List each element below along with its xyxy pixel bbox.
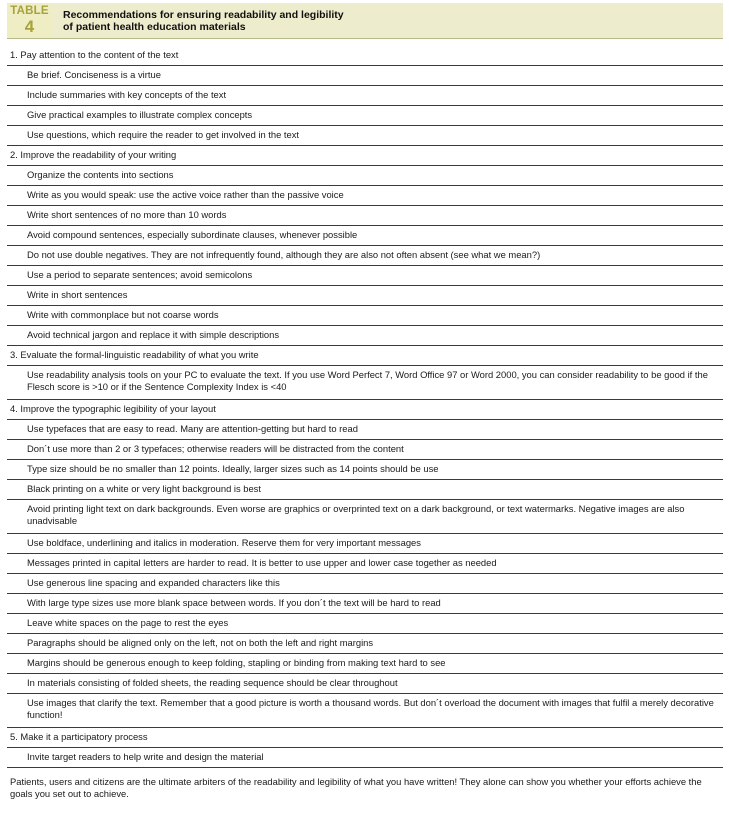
recommendation-row: [7, 366, 723, 400]
recommendation-row: [7, 440, 723, 460]
table-header: [7, 3, 723, 39]
recommendation-row: [7, 480, 723, 500]
recommendation-text: Black printing on a white or very light background is best: [27, 483, 261, 494]
recommendation-text: Avoid compound sentences, especially subordinate clauses, whenever possible: [27, 229, 358, 240]
recommendation-text: Write as you would speak: use the active voice rather than the passive voice: [27, 189, 344, 200]
table-body: [7, 46, 723, 768]
recommendation-row: [7, 226, 723, 246]
recommendation-text: Type size should be no smaller than 12 points. Ideally, larger sizes such as 14 points should be use: [27, 463, 439, 474]
recommendation-text: Leave white spaces on the page to rest the eyes: [27, 617, 229, 628]
section-heading-row: [7, 400, 723, 420]
recommendation-text: Write short sentences of no more than 10 words: [27, 209, 227, 220]
recommendation-text: Avoid technical jargon and replace it with simple descriptions: [27, 329, 280, 340]
recommendation-row: [7, 266, 723, 286]
table-tag: [7, 3, 52, 38]
recommendation-row: [7, 106, 723, 126]
recommendation-text: Be brief. Conciseness is a virtue: [27, 69, 161, 80]
recommendation-text: Use readability analysis tools on your PC to evaluate the text. If you use Word Perfect 7, Word Office 97 or Word 2000, you can consider readability to be good if the Flesch score is >10 or if the Sentence Complexity Index is <40: [27, 369, 708, 392]
recommendation-text: Messages printed in capital letters are harder to read. It is better to use upper and lower case together as needed: [27, 557, 497, 568]
recommendation-row: [7, 86, 723, 106]
table-title-line1: Recommendations for ensuring readability and legibility: [63, 9, 344, 21]
table-tag-label: TABLE: [10, 5, 49, 17]
recommendation-row: [7, 654, 723, 674]
section-heading-text: 5. Make it a participatory process: [10, 731, 148, 742]
section-heading-row: [7, 728, 723, 748]
recommendation-row: [7, 326, 723, 346]
recommendation-row: [7, 66, 723, 86]
recommendation-row: [7, 500, 723, 534]
table-tag-number: 4: [24, 16, 35, 36]
recommendation-row: [7, 748, 723, 768]
recommendation-text: Use typefaces that are easy to read. Many are attention-getting but hard to read: [27, 423, 358, 434]
section-heading-text: 3. Evaluate the formal-linguistic readability of what you write: [10, 349, 259, 360]
table-title: [52, 3, 723, 38]
recommendation-text: Use boldface, underlining and italics in moderation. Reserve them for very important messages: [27, 537, 421, 548]
recommendation-row: [7, 246, 723, 266]
section-heading-row: [7, 46, 723, 66]
recommendation-text: Invite target readers to help write and design the material: [27, 751, 264, 762]
recommendation-row: [7, 594, 723, 614]
recommendations-table: [7, 3, 723, 800]
recommendation-row: [7, 420, 723, 440]
recommendation-text: Give practical examples to illustrate complex concepts: [27, 109, 253, 120]
recommendation-row: [7, 306, 723, 326]
recommendation-row: [7, 634, 723, 654]
recommendation-text: Write in short sentences: [27, 289, 128, 300]
recommendation-text: Don´t use more than 2 or 3 typefaces; otherwise readers will be distracted from the content: [27, 443, 404, 454]
recommendation-text: Do not use double negatives. They are not infrequently found, although they are also not often absent (see what we mean?): [27, 249, 541, 260]
recommendation-text: Use images that clarify the text. Remember that a good picture is worth a thousand words. But don´t overload the document with images that fulfil a merely decorative function!: [27, 697, 714, 720]
section-heading-text: 4. Improve the typographic legibility of your layout: [10, 403, 216, 414]
recommendation-row: [7, 460, 723, 480]
recommendation-text: Organize the contents into sections: [27, 169, 174, 180]
recommendation-row: [7, 186, 723, 206]
recommendation-row: [7, 286, 723, 306]
recommendation-text: Use generous line spacing and expanded characters like this: [27, 577, 280, 588]
recommendation-text: Use a period to separate sentences; avoid semicolons: [27, 269, 253, 280]
recommendation-row: [7, 126, 723, 146]
recommendation-text: With large type sizes use more blank space between words. If you don´t the text will be hard to read: [27, 597, 441, 608]
recommendation-text: Avoid printing light text on dark backgrounds. Even worse are graphics or overprinted text on a dark background, or text watermarks. Negative images are also unadvisable: [27, 503, 685, 526]
recommendation-text: Margins should be generous enough to keep folding, stapling or binding from making text hard to see: [27, 657, 446, 668]
recommendation-text: Include summaries with key concepts of the text: [27, 89, 227, 100]
recommendation-row: [7, 206, 723, 226]
recommendation-text: Use questions, which require the reader to get involved in the text: [27, 129, 300, 140]
recommendation-row: [7, 694, 723, 728]
recommendation-text: Write with commonplace but not coarse words: [27, 309, 219, 320]
section-heading-text: 1. Pay attention to the content of the text: [10, 49, 179, 60]
recommendation-row: [7, 574, 723, 594]
section-heading-row: [7, 146, 723, 166]
recommendation-row: [7, 166, 723, 186]
section-heading-text: 2. Improve the readability of your writing: [10, 149, 177, 160]
recommendation-row: [7, 674, 723, 694]
recommendation-row: [7, 554, 723, 574]
recommendation-text: In materials consisting of folded sheets, the reading sequence should be clear throughout: [27, 677, 398, 688]
recommendation-row: [7, 534, 723, 554]
recommendation-row: [7, 614, 723, 634]
table-footnote: Patients, users and citizens are the ultimate arbiters of the readability and legibility of what you have written! They alone can show you whether your efforts achieve the goals you set out to achieve.: [10, 776, 702, 799]
table-title-line2: of patient health education materials: [63, 21, 246, 33]
section-heading-row: [7, 346, 723, 366]
recommendation-text: Paragraphs should be aligned only on the left, not on both the left and right margins: [27, 637, 374, 648]
